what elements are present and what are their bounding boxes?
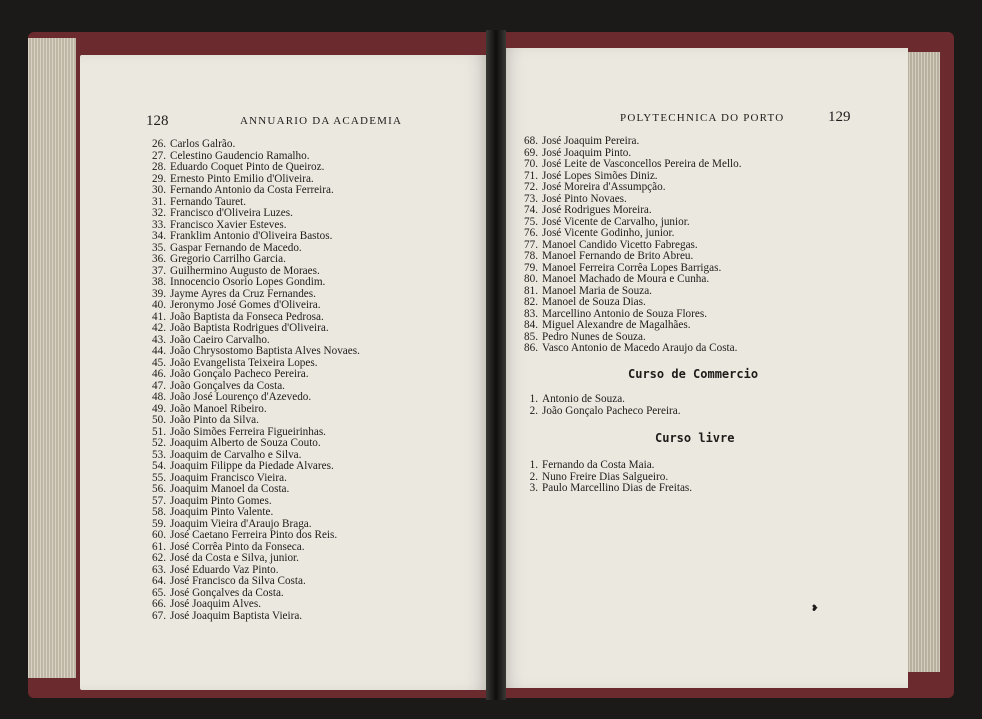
entry-name: José Leite de Vasconcellos Pereira de Mello. xyxy=(542,158,742,170)
entry-name: Joaquim Alberto de Souza Couto. xyxy=(170,437,321,449)
left-name-list xyxy=(144,139,360,622)
entry-name: Nuno Freire Dias Salgueiro. xyxy=(542,470,669,483)
list-item xyxy=(516,483,692,495)
entry-name: José Joaquim Alves. xyxy=(170,598,262,610)
entry-number: 29. xyxy=(152,172,166,185)
entry-number: 82. xyxy=(524,296,538,308)
entry-number: 33. xyxy=(152,218,166,231)
entry-number: 51. xyxy=(152,425,166,438)
entry-name: Carlos Galrão. xyxy=(170,138,236,150)
entry-name: João Gonçalves da Costa. xyxy=(170,379,285,392)
left-page xyxy=(80,55,492,690)
entry-name: João Manoel Ribeiro. xyxy=(170,402,267,415)
entry-name: João José Lourenço d'Azevedo. xyxy=(170,391,312,403)
entry-name: João Chrysostomo Baptista Alves Novaes. xyxy=(170,345,360,357)
entry-name: Manoel Machado de Moura e Cunha. xyxy=(542,273,710,285)
entry-name: José Lopes Simões Diniz. xyxy=(542,169,658,182)
entry-name: João Caeiro Carvalho. xyxy=(170,333,270,346)
entry-number: 32. xyxy=(152,207,166,219)
entry-name: Fernando da Costa Maia. xyxy=(542,459,655,471)
entry-number: 64. xyxy=(152,575,166,587)
right-running-head: POLYTECHNICA DO PORTO xyxy=(620,112,785,124)
entry-number: 35. xyxy=(152,241,166,254)
entry-number: 27. xyxy=(152,149,166,162)
entry-number: 42. xyxy=(152,322,166,334)
section-title-commercio: Curso de Commercio xyxy=(628,367,759,381)
entry-number: 44. xyxy=(152,345,166,357)
entry-name: Jayme Ayres da Cruz Fernandes. xyxy=(170,287,316,300)
entry-name: Guilhermino Augusto de Moraes. xyxy=(170,264,320,277)
entry-number: 49. xyxy=(152,402,166,415)
entry-number: 43. xyxy=(152,333,166,346)
entry-number: 77. xyxy=(524,238,538,251)
entry-name: José Corrêa Pinto da Fonseca. xyxy=(170,540,305,553)
list-item xyxy=(144,611,360,623)
entry-name: Franklim Antonio d'Oliveira Bastos. xyxy=(170,230,333,242)
entry-number: 52. xyxy=(152,437,166,449)
entry-number: 76. xyxy=(524,227,538,239)
book-gutter xyxy=(486,30,506,700)
entry-name: José Vicente de Carvalho, junior. xyxy=(542,215,690,228)
right-page xyxy=(498,48,908,688)
entry-name: Francisco d'Oliveira Luzes. xyxy=(170,207,293,219)
entry-name: Antonio de Souza. xyxy=(542,393,625,405)
left-page-number: 128 xyxy=(146,113,169,129)
entry-name: Manoel de Souza Dias. xyxy=(542,296,646,308)
entry-number: 37. xyxy=(152,264,166,277)
entry-number: 83. xyxy=(524,307,538,320)
entry-number: 2. xyxy=(529,470,538,483)
entry-name: José Joaquim Pinto. xyxy=(542,146,632,159)
entry-name: Vasco Antonio de Macedo Araujo da Costa. xyxy=(542,342,738,354)
list-item xyxy=(516,406,681,418)
entry-number: 80. xyxy=(524,273,538,285)
entry-name: João Gonçalo Pacheco Pereira. xyxy=(170,368,309,380)
entry-number: 71. xyxy=(524,169,538,182)
entry-number: 36. xyxy=(152,253,166,265)
entry-number: 74. xyxy=(524,204,538,216)
entry-name: Miguel Alexandre de Magalhães. xyxy=(542,319,691,331)
entry-number: 58. xyxy=(152,506,166,518)
entry-number: 78. xyxy=(524,250,538,262)
entry-name: José Gonçalves da Costa. xyxy=(170,586,284,599)
entry-name: Pedro Nunes de Souza. xyxy=(542,330,646,343)
entry-number: 73. xyxy=(524,192,538,205)
entry-name: Jeronymo José Gomes d'Oliveira. xyxy=(170,299,321,311)
entry-name: João Gonçalo Pacheco Pereira. xyxy=(542,404,681,417)
entry-name: Joaquim Pinto Valente. xyxy=(170,506,274,518)
entry-number: 68. xyxy=(524,135,538,147)
entry-number: 28. xyxy=(152,161,166,173)
entry-number: 72. xyxy=(524,181,538,193)
entry-name: José Caetano Ferreira Pinto dos Reis. xyxy=(170,529,338,541)
entry-number: 1. xyxy=(529,393,538,405)
entry-name: José Vicente Godinho, junior. xyxy=(542,227,675,239)
entry-number: 57. xyxy=(152,494,166,507)
entry-name: Eduardo Coquet Pinto de Queiroz. xyxy=(170,161,325,173)
entry-number: 59. xyxy=(152,517,166,530)
livre-list xyxy=(516,460,692,495)
entry-name: Francisco Xavier Esteves. xyxy=(170,218,287,231)
entry-number: 41. xyxy=(152,310,166,323)
entry-name: João Simões Ferreira Figueirinhas. xyxy=(170,425,326,438)
entry-number: 81. xyxy=(524,284,538,297)
entry-name: Marcellino Antonio de Souza Flores. xyxy=(542,307,707,320)
entry-name: José da Costa e Silva, junior. xyxy=(170,552,299,564)
entry-number: 39. xyxy=(152,287,166,300)
entry-number: 67. xyxy=(152,609,166,622)
section-title-livre: Curso livre xyxy=(655,431,735,445)
entry-number: 1. xyxy=(529,459,538,471)
entry-name: Manoel Candido Vicetto Fabregas. xyxy=(542,238,698,251)
entry-name: José Moreira d'Assumpção. xyxy=(542,181,666,193)
entry-number: 61. xyxy=(152,540,166,553)
entry-number: 53. xyxy=(152,448,166,461)
entry-number: 48. xyxy=(152,391,166,403)
entry-number: 69. xyxy=(524,146,538,159)
entry-number: 65. xyxy=(152,586,166,599)
entry-number: 30. xyxy=(152,184,166,196)
ink-mark: ❥ xyxy=(811,603,819,613)
entry-name: Innocencio Osorio Lopes Gondim. xyxy=(170,276,326,288)
right-page-number: 129 xyxy=(828,109,851,125)
entry-name: João Baptista Rodrigues d'Oliveira. xyxy=(170,322,329,334)
entry-name: Gaspar Fernando de Macedo. xyxy=(170,241,302,254)
entry-number: 75. xyxy=(524,215,538,228)
entry-name: Joaquim Filippe da Piedade Alvares. xyxy=(170,460,334,472)
entry-name: Paulo Marcellino Dias de Freitas. xyxy=(542,482,693,494)
entry-name: José Joaquim Pereira. xyxy=(542,135,640,147)
entry-name: Fernando Antonio da Costa Ferreira. xyxy=(170,184,334,196)
entry-name: João Evangelista Teixeira Lopes. xyxy=(170,356,318,369)
right-name-list xyxy=(516,136,742,355)
entry-number: 31. xyxy=(152,195,166,208)
entry-name: José Joaquim Baptista Vieira. xyxy=(170,609,303,622)
entry-number: 2. xyxy=(529,404,538,417)
entry-number: 54. xyxy=(152,460,166,472)
entry-name: João Baptista da Fonseca Pedrosa. xyxy=(170,310,324,323)
entry-name: Manoel Ferreira Corrêa Lopes Barrigas. xyxy=(542,261,722,274)
entry-number: 38. xyxy=(152,276,166,288)
entry-number: 85. xyxy=(524,330,538,343)
entry-name: Joaquim Pinto Gomes. xyxy=(170,494,272,507)
list-item xyxy=(516,343,742,355)
entry-number: 60. xyxy=(152,529,166,541)
entry-number: 86. xyxy=(524,342,538,354)
page-edges-left xyxy=(28,38,76,678)
entry-number: 3. xyxy=(529,482,538,494)
entry-number: 46. xyxy=(152,368,166,380)
entry-name: João Pinto da Silva. xyxy=(170,414,259,426)
entry-number: 34. xyxy=(152,230,166,242)
entry-name: Fernando Tauret. xyxy=(170,195,247,208)
entry-name: Joaquim Francisco Vieira. xyxy=(170,471,287,484)
entry-name: Joaquim Manoel da Costa. xyxy=(170,483,290,495)
entry-name: Joaquim de Carvalho e Silva. xyxy=(170,448,302,461)
entry-name: Joaquim Vieira d'Araujo Braga. xyxy=(170,517,312,530)
entry-name: Manoel Fernando de Brito Abreu. xyxy=(542,250,694,262)
entry-number: 56. xyxy=(152,483,166,495)
entry-number: 50. xyxy=(152,414,166,426)
entry-number: 40. xyxy=(152,299,166,311)
entry-name: José Eduardo Vaz Pinto. xyxy=(170,563,279,576)
entry-name: Celestino Gaudencio Ramalho. xyxy=(170,149,310,162)
entry-number: 26. xyxy=(152,138,166,150)
entry-number: 55. xyxy=(152,471,166,484)
entry-number: 70. xyxy=(524,158,538,170)
left-running-head: ANNUARIO DA ACADEMIA xyxy=(240,115,403,127)
entry-name: José Rodrigues Moreira. xyxy=(542,204,652,216)
commercio-list xyxy=(516,394,681,417)
entry-number: 79. xyxy=(524,261,538,274)
entry-number: 62. xyxy=(152,552,166,564)
entry-number: 84. xyxy=(524,319,538,331)
entry-name: Manoel Maria de Souza. xyxy=(542,284,652,297)
entry-name: Ernesto Pinto Emilio d'Oliveira. xyxy=(170,172,314,185)
entry-name: José Francisco da Silva Costa. xyxy=(170,575,306,587)
entry-name: Gregorio Carrilho Garcia. xyxy=(170,253,286,265)
entry-number: 63. xyxy=(152,563,166,576)
entry-number: 45. xyxy=(152,356,166,369)
entry-name: José Pinto Novaes. xyxy=(542,192,627,205)
entry-number: 47. xyxy=(152,379,166,392)
entry-number: 66. xyxy=(152,598,166,610)
